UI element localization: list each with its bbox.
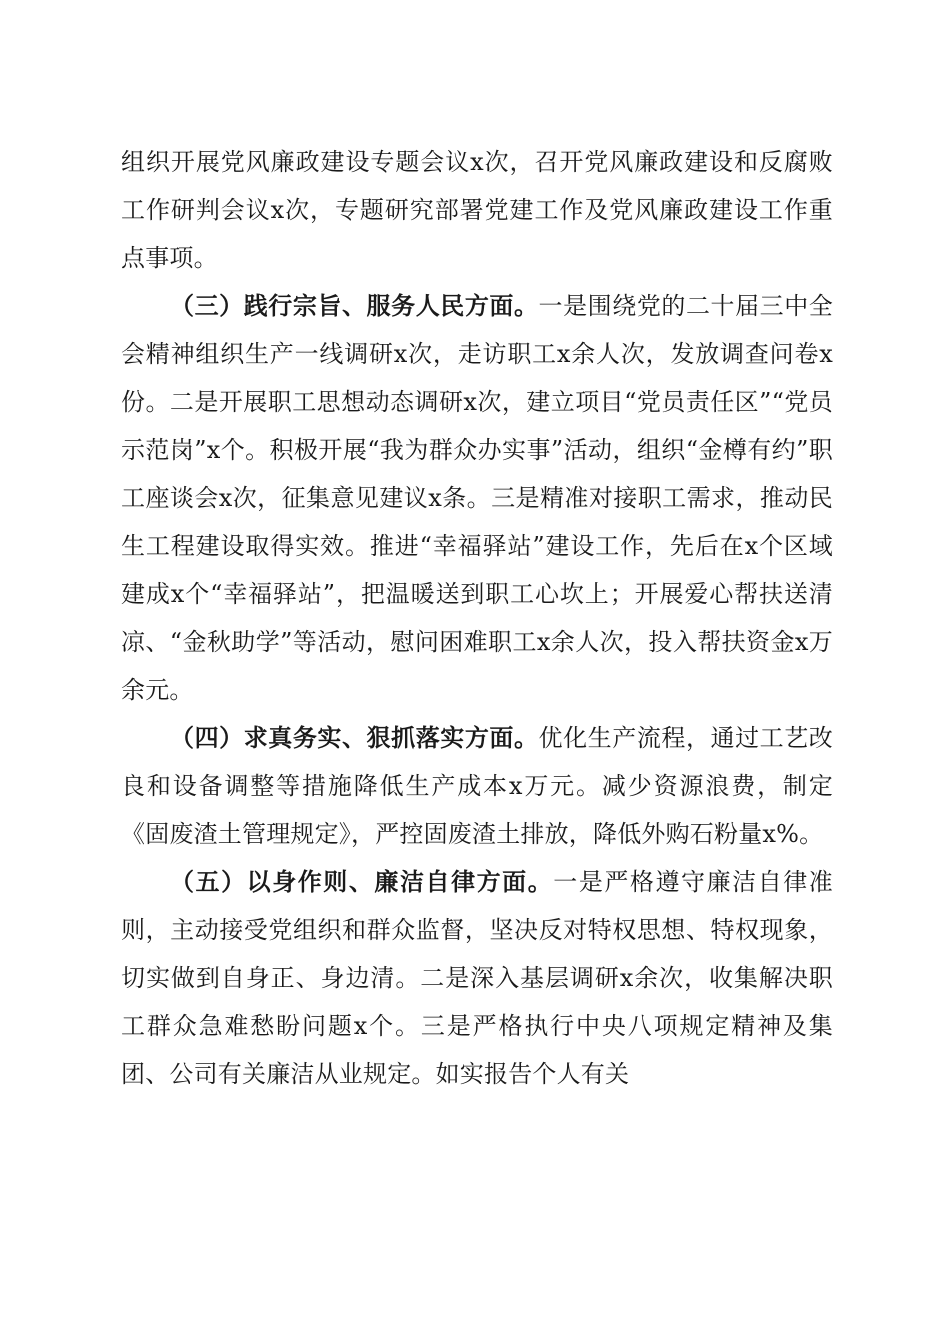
paragraph-body: 组织开展党风廉政建设专题会议x次，召开党风廉政建设和反腐败工作研判会议x次，专题研究部署党建工作及党风廉政建设工作重点事项。 (121, 148, 833, 272)
paragraph-body: 优化生产流程，通过工艺改良和设备调整等措施降低生产成本x万元。减少资源浪费，制定《固废渣土管理规定》，严控固废渣土排放，降低外购石粉量x%。 (121, 724, 834, 848)
section-heading: （三）践行宗旨、服务人民方面。 (170, 291, 539, 320)
paragraph-section-5 (121, 858, 833, 1098)
paragraph-body: 一是严格遵守廉洁自律准则，主动接受党组织和群众监督，坚决反对特权思想、特权现象，切实做到自身正、身边清。二是深入基层调研x余次，收集解决职工群众急难愁盼问题x个。三是严格执行中央八项规定精神及集团、公司有关廉洁从业规定。如实报告个人有关 (121, 868, 833, 1088)
paragraph-continuation (121, 138, 833, 282)
section-heading: （四）求真务实、狠抓落实方面。 (170, 723, 539, 752)
paragraph-section-4 (121, 714, 833, 858)
section-heading: （五）以身作则、廉洁自律方面。 (170, 867, 554, 896)
paragraph-section-3 (121, 282, 833, 714)
document-body (121, 138, 833, 1098)
paragraph-body: 一是围绕党的二十届三中全会精神组织生产一线调研x次，走访职工x余人次，发放调查问卷x份。二是开展职工思想动态调研x次，建立项目“党员责任区”“党员示范岗”x个。积极开展“我为群众办实事”活动，组织“金樽有约”职工座谈会x次，征集意见建议x条。三是精准对接职工需求，推动民生工程建设取得实效。推进“幸福驿站”建设工作，先后在x个区域建成x个“幸福驿站”，把温暖送到职工心坎上；开展爱心帮扶送清凉、“金秋助学”等活动，慰问困难职工x余人次，投入帮扶资金x万余元。 (121, 292, 834, 704)
